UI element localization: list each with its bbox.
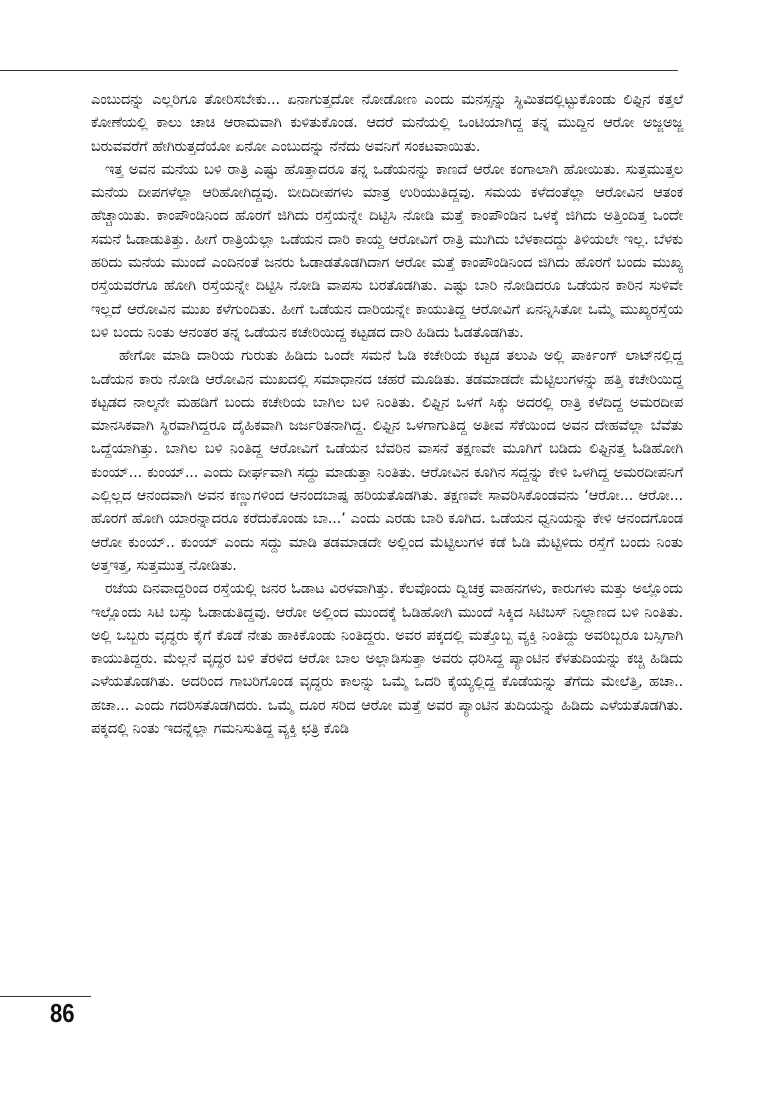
paragraph-4: ರಜೆಯ ದಿನವಾದ್ದರಿಂದ ರಸ್ತೆಯಲ್ಲಿ ಜನರ ಓಡಾಟ ವಿರಳವಾಗಿತ್ತು. ಕೆಲವೊಂದು ದ್ವಿಚಕ್ರ ವಾಹನಗಳು, ಕಾರುಗಳು ಮತ್ತು ಅಲ್ಲೊಂದು ಇಲ್ಲೊಂದು ಸಿಟಿ ಬಸ್ಸು ಓಡಾಡುತಿದ್ದವು. ಆರೋ ಅಲ್ಲಿಂದ ಮುಂದಕ್ಕೆ ಓಡಿಹೋಗಿ ಮುಂದೆ ಸಿಕ್ಕಿದ ಸಿಟಿಬಸ್ ನಿಲ್ದಾಣದ ಬಳಿ ನಿಂತಿತು. ಅಲ್ಲಿ ಒಬ್ಬರು ವೃದ್ಧರು ಕೈಗೆ ಕೊಡೆ ನೇತು ಹಾಕಿಕೊಂಡು ನಿಂತಿದ್ದರು. ಅವರ ಪಕ್ಕದಲ್ಲಿ ಮತ್ತೊಬ್ಬ ವ್ಯಕ್ತಿ ನಿಂತಿದ್ದು ಅವರಿಬ್ಬರೂ ಬಸ್ಸಿಗಾಗಿ ಕಾಯುತಿದ್ದರು. ಮೆಲ್ಲನೆ ವೃದ್ಧರ ಬಳಿ ತೆರಳಿದ ಆರೋ ಬಾಲ ಅಲ್ಲಾಡಿಸುತ್ತಾ ಅವರು ಧರಿಸಿದ್ದ ಪ್ಯಾಂಟಿನ ಕೆಳತುದಿಯನ್ನು ಕಚ್ಚಿ ಹಿಡಿದು ಎಳೆಯತೊಡಗಿತು. ಅದರಿಂದ ಗಾಬರಿಗೊಂಡ ವೃದ್ಧರು ಕಾಲನ್ನು ಒಮ್ಮೆ ಒದರಿ ಕೈಯ್ಯಲ್ಲಿದ್ದ ಕೊಡೆಯನ್ನು ತೆಗೆದು ಮೇಲೆತ್ತಿ, ಹಚಾ.. ಹಚಾ... ಎಂದು ಗದರಿಸತೊಡಗಿದರು. ಒಮ್ಮೆ ದೂರ ಸರಿದ ಆರೋ ಮತ್ತೆ ಅವರ ಪ್ಯಾಂಟಿನ ತುದಿಯನ್ನು ಹಿಡಿದು ಎಳೆಯತೊಡಗಿತು. ಪಕ್ಕದಲ್ಲಿ ನಿಂತು ಇದನ್ನೆಲ್ಲಾ ಗಮನಿಸುತಿದ್ದ ವ್ಯಕ್ತಿ ಛತ್ರಿ ಕೊಡಿ — [91, 580, 683, 738]
paragraph-1: ಎಂಬುದನ್ನು ಎಲ್ಲರಿಗೂ ತೋರಿಸಬೇಕು... ಏನಾಗುತ್ತದೋ ನೋಡೋಣ ಎಂದು ಮನಸ್ಸನ್ನು ಸ್ಥಿಮಿತದಲ್ಲಿಟ್ಟುಕೊಂಡು ಲಿಫ್ಟಿನ ಕತ್ತಲೆ ಕೋಣೆಯಲ್ಲಿ ಕಾಲು ಚಾಚಿ ಆರಾಮವಾಗಿ ಕುಳಿತುಕೊಂಡ. ಆದರೆ ಮನೆಯಲ್ಲಿ ಒಂಟಿಯಾಗಿದ್ದ ತನ್ನ ಮುದ್ದಿನ ಆರೋ ಅಜ್ಜಅಜ್ಜ ಬರುವವರೆಗೆ ಹೇಗಿರುತ್ತದೆಯೋ ಏನೋ ಎಂಬುದನ್ನು ನೆನೆದು ಅವನಿಗೆ ಸಂಕಟವಾಯಿತು. — [91, 91, 683, 155]
body-text — [91, 88, 683, 740]
top-divider — [0, 70, 678, 71]
page-number: 86 — [50, 998, 75, 1028]
footer-divider — [0, 996, 91, 997]
paragraph-3: ಹೇಗೋ ಮಾಡಿ ದಾರಿಯ ಗುರುತು ಹಿಡಿದು ಒಂದೇ ಸಮನೆ ಓಡಿ ಕಚೇರಿಯ ಕಟ್ಟಡ ತಲುಪಿ ಅಲ್ಲಿ ಪಾರ್ಕಿಂಗ್ ಲಾಟ್‌ನಲ್ಲಿದ್ದ ಒಡೆಯನ ಕಾರು ನೋಡಿ ಆರೋವಿನ ಮುಖದಲ್ಲಿ ಸಮಾಧಾನದ ಚಹರೆ ಮೂಡಿತು. ತಡಮಾಡದೇ ಮೆಟ್ಟಿಲುಗಳನ್ನು ಹತ್ತಿ ಕಚೇರಿಯಿದ್ದ ಕಟ್ಟಡದ ನಾಲ್ಕನೇ ಮಹಡಿಗೆ ಬಂದು ಕಚೇರಿಯ ಬಾಗಿಲ ಬಳಿ ನಿಂತಿತು. ಲಿಫ್ಟಿನ ಒಳಗೆ ಸಿಕ್ಕು ಅದರಲ್ಲಿ ರಾತ್ರಿ ಕಳೆದಿದ್ದ ಅಮರದೀಪ ಮಾನಸಿಕವಾಗಿ ಸ್ಥಿರವಾಗಿದ್ದರೂ ದೈಹಿಕವಾಗಿ ಜರ್ಜರಿತನಾಗಿದ್ದ. ಲಿಫ್ಟಿನ ಒಳಗಾಗುತಿದ್ದ ಅತೀವ ಸೆಕೆಯಿಂದ ಅವನ ದೇಹವೆಲ್ಲಾ ಬೆವೆತು ಒದ್ದೆಯಾಗಿತ್ತು. ಬಾಗಿಲ ಬಳಿ ನಿಂತಿದ್ದ ಆರೋವಿಗೆ ಒಡೆಯನ ಬೆವರಿನ ವಾಸನೆ ತಕ್ಷಣವೇ ಮೂಗಿಗೆ ಬಡಿದು ಲಿಫ್ಟಿನತ್ತ ಓಡಿಹೋಗಿ ಕುಂಯ್... ಕುಂಯ್... ಎಂದು ದೀರ್ಘವಾಗಿ ಸದ್ದು ಮಾಡುತ್ತಾ ನಿಂತಿತು. ಆರೋವಿನ ಕೂಗಿನ ಸದ್ದನ್ನು ಕೇಳಿ ಒಳಗಿದ್ದ ಅಮರದೀಪನಿಗೆ ಎಲ್ಲಿಲ್ಲದ ಆನಂದವಾಗಿ ಅವನ ಕಣ್ಣುಗಳಿಂದ ಆನಂದಬಾಷ್ಪ ಹರಿಯತೊಡಗಿತು. ತಕ್ಷಣವೇ ಸಾವರಿಸಿಕೊಂಡವನು ‘ಆರೋ... ಆರೋ... ಹೊರಗೆ ಹೋಗಿ ಯಾರನ್ನಾದರೂ ಕರೆದುಕೊಂಡು ಬಾ...’ ಎಂದು ಎರಡು ಬಾರಿ ಕೂಗಿದ. ಒಡೆಯನ ಧ್ವನಿಯನ್ನು ಕೇಳಿ ಆನಂದಗೊಂಡ ಆರೋ ಕುಂಯ್.. ಕುಂಯ್ ಎಂದು ಸದ್ದು ಮಾಡಿ ತಡಮಾಡದೇ ಅಲ್ಲಿಂದ ಮೆಟ್ಟಿಲುಗಳ ಕಡೆ ಓಡಿ ಮೆಟ್ಟಿಳಿದು ರಸ್ತೆಗೆ ಬಂದು ನಿಂತು ಅತ್ತಇತ್ತ, ಸುತ್ತಮುತ್ತ ನೋಡಿತು. — [91, 347, 683, 574]
paragraph-2: ಇತ್ತ ಅವನ ಮನೆಯ ಬಳಿ ರಾತ್ರಿ ಎಷ್ಟು ಹೊತ್ತಾದರೂ ತನ್ನ ಒಡೆಯನನ್ನು ಕಾಣದೆ ಆರೋ ಕಂಗಾಲಾಗಿ ಹೋಯಿತು. ಸುತ್ತಮುತ್ತಲ ಮನೆಯ ದೀಪಗಳೆಲ್ಲಾ ಆರಿಹೋಗಿದ್ದವು. ಬೀದಿದೀಪಗಳು ಮಾತ್ರ ಉರಿಯುತಿದ್ದವು. ಸಮಯ ಕಳೆದಂತೆಲ್ಲಾ ಆರೋವಿನ ಆತಂಕ ಹೆಚ್ಚಾಯಿತು. ಕಾಂಪೌಂಡಿನಿಂದ ಹೊರಗೆ ಜಿಗಿದು ರಸ್ತೆಯನ್ನೇ ದಿಟ್ಟಿಸಿ ನೋಡಿ ಮತ್ತೆ ಕಾಂಪೌಂಡಿನ ಒಳಕ್ಕೆ ಜಿಗಿದು ಅತ್ತಿಂದಿತ್ತ ಒಂದೇ ಸಮನೆ ಓಡಾಡುತಿತ್ತು. ಹೀಗೆ ರಾತ್ರಿಯೆಲ್ಲಾ ಒಡೆಯನ ದಾರಿ ಕಾಯ್ದ ಆರೋವಿಗೆ ರಾತ್ರಿ ಮುಗಿದು ಬೆಳಕಾದದ್ದು ತಿಳಿಯಲೇ ಇಲ್ಲ. ಬೆಳಕು ಹರಿದು ಮನೆಯ ಮುಂದೆ ಎಂದಿನಂತೆ ಜನರು ಓಡಾಡತೊಡಗಿದಾಗ ಆರೋ ಮತ್ತೆ ಕಾಂಪೌಂಡಿನಿಂದ ಜಿಗಿದು ಹೊರಗೆ ಬಂದು ಮುಖ್ಯ ರಸ್ತೆಯವರೆಗೂ ಹೋಗಿ ರಸ್ತೆಯನ್ನೇ ದಿಟ್ಟಿಸಿ ನೋಡಿ ವಾಪಸು ಬರತೊಡಗಿತು. ಎಷ್ಟು ಬಾರಿ ನೋಡಿದರೂ ಒಡೆಯನ ಕಾರಿನ ಸುಳಿವೇ ಇಲ್ಲದೆ ಆರೋವಿನ ಮುಖ ಕಳೆಗುಂದಿತು. ಹೀಗೆ ಒಡೆಯನ ದಾರಿಯನ್ನೇ ಕಾಯುತಿದ್ದ ಆರೋವಿಗೆ ಏನನ್ನಿಸಿತೋ ಒಮ್ಮೆ ಮುಖ್ಯರಸ್ತೆಯ ಬಳಿ ಬಂದು ನಿಂತು ಆನಂತರ ತನ್ನ ಒಡೆಯನ ಕಚೇರಿಯಿದ್ದ ಕಟ್ಟಡದ ದಾರಿ ಹಿಡಿದು ಓಡತೊಡಗಿತು. — [91, 160, 683, 341]
